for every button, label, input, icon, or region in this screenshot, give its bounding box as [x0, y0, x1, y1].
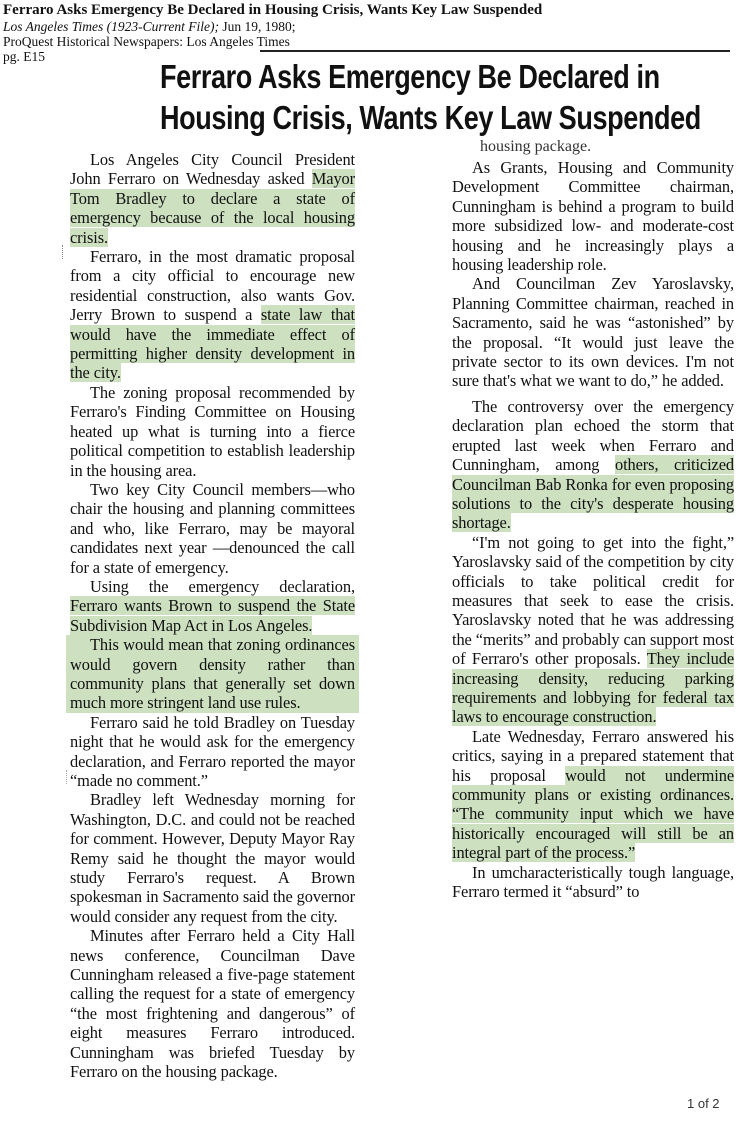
article-column-left	[70, 150, 355, 1082]
citation-title: Ferraro Asks Emergency Be Declared in Housing Crisis, Wants Key Law Suspended	[3, 2, 543, 18]
citation-database: ProQuest Historical Newspapers: Los Angeles Times	[3, 34, 290, 49]
highlighted-text: would not undermine community plans or existing ordinances. “The community input which we have historically encouraged will still be an integral part of the process.”	[452, 765, 734, 863]
highlighted-text: others, criticized Councilman Bab Ronka for even proposing solutions to the city's desperate housing shortage.	[452, 455, 734, 533]
paragraph: Ferraro said he told Bradley on Tuesday night that he would ask for the emergency declaration, and Ferraro reported the mayor “made no comment.”	[70, 712, 355, 790]
text: “I'm not going to get into the fight,” Yaroslavsky said of the competition by city officials to take political credit for measures that seek to ease the crisis. Yaroslavsky noted that he was addressing the “merits” and probably can support most of Ferraro's other proposals.	[452, 532, 734, 669]
headline-line-1: Ferraro Asks Emergency Be Declared in	[160, 58, 660, 95]
paragraph: As Grants, Housing and Community Development Committee chairman, Cunningham is behind a program to build more subsidized low- and moderate-cost housing and he increasingly plays a housing leadership role.	[452, 158, 734, 275]
paragraph: Two key City Council members—who chair the housing and planning committees and who, like Ferraro, may be mayoral candidates next year —denounced the call for a state of emergency.	[70, 479, 355, 577]
paragraph	[70, 247, 355, 383]
paragraph: And Councilman Zev Yaroslavsky, Planning Committee chairman, reached in Sacramento, said he was “astonished” by the proposal. “It would just leave the private sector to its own devices. I'm not sure that's what we want to do,” he added.	[452, 274, 734, 391]
citation-date: Jun 19, 1980;	[219, 19, 296, 34]
citation-source: Los Angeles Times (1923-Current File);	[3, 19, 219, 34]
article-headline	[160, 48, 730, 138]
paragraph: The zoning proposal recommended by Ferraro's Finding Committee on Housing heated up what is turning into a fierce political competition to establish leadership in the housing area.	[70, 382, 355, 480]
highlighted-text: Ferraro wants Brown to suspend the State Subdivision Map Act in Los Angeles.	[70, 596, 355, 635]
paragraph: In umcharacteristically tough language, Ferraro termed it “absurd” to	[452, 862, 734, 902]
highlighted-text: Mayor Tom Bradley to declare a state of emergency because of the local housing crisis.	[70, 169, 355, 247]
text: Ferraro, in the most dramatic proposal from a city official to encourage new residential construction, also wants Gov. Jerry Brown to suspend a	[70, 247, 355, 325]
page-indicator: 1 of 2	[687, 1096, 720, 1111]
paragraph	[452, 533, 734, 727]
paragraph: Minutes after Ferraro held a City Hall news conference, Councilman Dave Cunningham released a five-page statement calling the request for a state of emergency “the most frightening and dangerous” of eight measures Ferraro introduced. Cunningham was briefed Tuesday by Ferraro on the housing package.	[70, 926, 355, 1082]
cutoff-text	[480, 138, 640, 156]
paragraph	[70, 577, 355, 635]
text: Using the emergency declaration,	[90, 576, 355, 596]
margin-mark	[62, 245, 64, 259]
headline-line-2: Housing Crisis, Wants Key Law Suspended	[160, 99, 701, 136]
highlighted-text: state law that would have the immediate effect of permitting higher density development in the city.	[70, 305, 355, 383]
text: Los Angeles City Council President John Ferraro on Wednesday asked	[70, 150, 355, 189]
paragraph: Bradley left Wednesday morning for Washington, D.C. and could not be reached for comment. However, Deputy Mayor Ray Remy said he thought the mayor would study Ferraro's request. A Brown spokesman in Sacramento said the governor would consider any request from the city.	[70, 790, 355, 926]
paragraph	[70, 150, 355, 247]
cutoff-text-content: housing package.	[480, 138, 592, 155]
paragraph	[452, 397, 734, 533]
paragraph	[452, 727, 734, 863]
headline-rule	[260, 50, 730, 52]
highlighted-text: They include increasing density, reducing parking requirements and lobbying for federal tax laws to encourage construction.	[452, 649, 734, 727]
text: The controversy over the emergency declaration plan echoed the storm that erupted last week when Ferraro and Cunningham, among	[452, 396, 734, 475]
article-column-right	[452, 158, 734, 901]
text: Late Wednesday, Ferraro answered his critics, saying in a prepared statement that his proposal	[452, 726, 734, 785]
citation-page: pg. E15	[3, 49, 45, 64]
citation-source-line	[3, 19, 542, 34]
margin-mark	[66, 770, 68, 784]
highlighted-paragraph: This would mean that zoning ordinances would govern density rather than community plans that generally set down much more stringent land use rules.	[66, 635, 359, 713]
